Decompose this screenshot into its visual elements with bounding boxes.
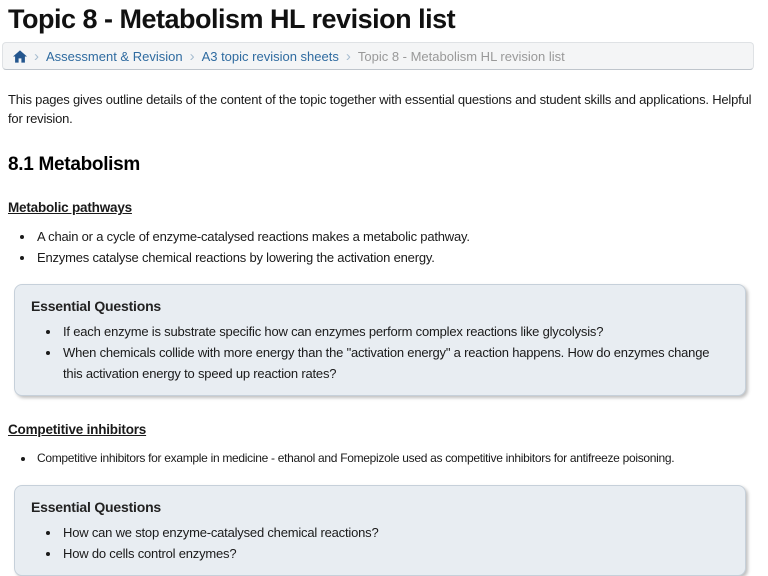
breadcrumb-current-page: Topic 8 - Metabolism HL revision list <box>357 48 565 64</box>
list-item: • Competitive inhibitors for example in medicine - ethanol and Fomepizole used as competitive inhibitors for antifreeze poisoning. <box>35 448 760 469</box>
intro-paragraph: This pages gives outline details of the content of the topic together with essential questions and student skills and applications. Helpful for revision. <box>8 92 752 126</box>
page-title: Topic 8 - Metabolism HL revision list <box>8 4 456 34</box>
essential-questions-box-1 <box>14 284 746 396</box>
breadcrumb-link-assessment-revision[interactable]: Assessment & Revision <box>46 48 183 64</box>
essential-questions-list <box>31 522 729 564</box>
list-item: • If each enzyme is substrate specific how can enzymes perform complex reactions like glycolysis? <box>61 321 729 342</box>
section-heading-8-1-metabolism: 8.1 Metabolism <box>8 154 141 175</box>
main-content <box>0 90 768 576</box>
essential-questions-title: Essential Questions <box>31 298 162 314</box>
subsection-heading-metabolic-pathways: Metabolic pathways <box>8 200 132 215</box>
breadcrumb-home-link[interactable] <box>13 50 27 63</box>
bullet-list-metabolic-pathways <box>8 226 760 268</box>
breadcrumb <box>2 42 754 70</box>
list-item: • How do cells control enzymes? <box>61 543 729 564</box>
chevron-separator-icon: › <box>189 48 195 65</box>
essential-questions-title: Essential Questions <box>31 499 162 515</box>
subsection-heading-competitive-inhibitors: Competitive inhibitors <box>8 422 147 437</box>
breadcrumb-link-a3-topic-revision-sheets[interactable]: A3 topic revision sheets <box>201 48 339 64</box>
list-item: • How can we stop enzyme-catalysed chemical reactions? <box>61 522 729 543</box>
list-item: • Enzymes catalyse chemical reactions by lowering the activation energy. <box>35 247 760 268</box>
essential-questions-box-2 <box>14 485 746 576</box>
list-item: • When chemicals collide with more energy than the "activation energy" a reaction happens. How do enzymes change this activation energy to speed up reaction rates? <box>61 342 729 384</box>
bullet-list-competitive-inhibitors <box>8 448 760 469</box>
chevron-separator-icon: › <box>34 48 39 65</box>
chevron-separator-icon: › <box>345 48 351 65</box>
list-item: • A chain or a cycle of enzyme-catalysed reactions makes a metabolic pathway. <box>35 226 760 247</box>
home-icon <box>13 50 27 63</box>
essential-questions-list <box>31 321 729 384</box>
